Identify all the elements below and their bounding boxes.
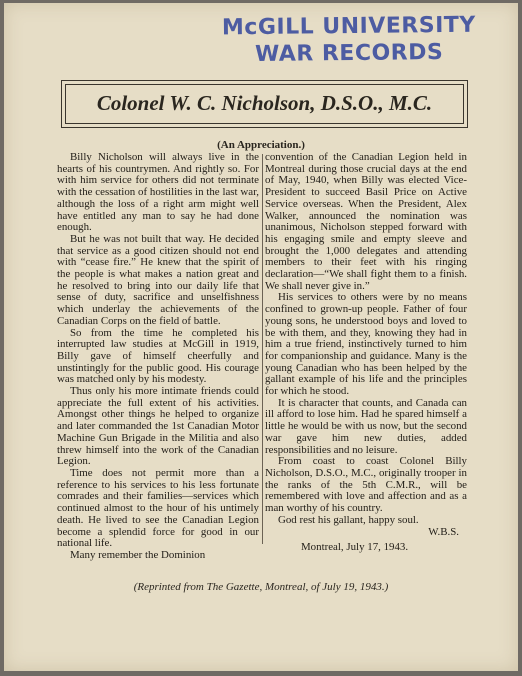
paragraph: Thus only his more intimate friends could appreciate the full extent of his activities. Amongst other things he helped to organize and later commanded the 1st Canadian Motor Machine Gun Brigade in the Militia and also threw himself into the work of the Canadian Legion.	[57, 385, 259, 468]
reprint-note: (Reprinted from The Gazette, Montreal, of July 19, 1943.)	[133, 581, 389, 593]
paragraph: It is character that counts, and Canada can ill afford to lose him. Had he spared himself a little he would be with us now, but the second war gave him new duties, added responsibilities and no leisure.	[265, 396, 467, 456]
text-column-left	[57, 152, 259, 562]
stamp-line-2: WAR RECORDS	[254, 40, 444, 67]
paragraph: Time does not permit more than a reference to his services to his less fortunate comrades and their families—services which continued almost to the hour of his untimely death. He lived to see the Canadian Legion become a splendid force for good in our national life.	[57, 466, 259, 550]
article-title: Colonel W. C. Nicholson, D.S.O., M.C.	[96, 91, 433, 115]
paragraph: His services to others were by no means confined to grown-up people. Father of four young sons, he understood boys and loved to be with them, and they, knowing they had in him a true friend, instinctively turned to him for companionship and guidance. Many is the young Canadian who has been helped by the gallant example of his life and the principles for which he stood.	[265, 291, 467, 398]
paragraph: So from the time he completed his interrupted law studies at McGill in 1919, Billy gave of himself cheerfully and unstintingly for the public good. His courage was matched only by his modesty.	[57, 326, 259, 386]
paragraph: convention of the Canadian Legion held in Montreal during those crucial days at the end of May, 1940, when Billy was elected Vice-President to succeed Basil Price on Active Service overseas. When the President, Alex Walker, announced the nomination was unanimous, Nicholson stepped forward with his engaging smile and empty sleeve and brought the 1,000 delegates and attending members to their feet with his ringing declaration—“We shall fight them to a finish. We shall never give in.”	[265, 151, 467, 292]
paragraph: Many remember the Dominion	[70, 548, 206, 561]
paragraph: But he was not built that way. He decided that service as a good citizen should not end with “cease fire.” He knew that the spirit of the people is what makes a nation great and he resolved to bring into our daily life that sense of duty, sacrifice and unselfishness which underlay the achievements of the Canadian Corps on the field of battle.	[57, 232, 259, 327]
paragraph: God rest his gallant, happy soul.	[278, 513, 419, 526]
signature: W.B.S.	[428, 525, 459, 538]
title-box	[61, 80, 468, 128]
war-records-stamp	[214, 12, 485, 69]
text-column-right	[265, 152, 467, 554]
column-divider	[262, 154, 263, 544]
stamp-line-1: McGILL UNIVERSITY	[221, 12, 476, 41]
paragraph: Billy Nicholson will always live in the hearts of his countrymen. And rightly so. For with him service for others did not terminate with the cessation of hostilities in the last war, although the loss of a right arm might well have entitled any man to say he had done enough.	[57, 151, 259, 234]
paragraph: From coast to coast Colonel Billy Nicholson, D.S.O., M.C., originally trooper in the ranks of the 5th C.M.R., will be remembered with love and affection and as a man worthy of his country.	[265, 455, 467, 515]
article-subtitle: (An Appreciation.)	[217, 139, 305, 151]
dateline: Montreal, July 17, 1943.	[301, 541, 409, 554]
